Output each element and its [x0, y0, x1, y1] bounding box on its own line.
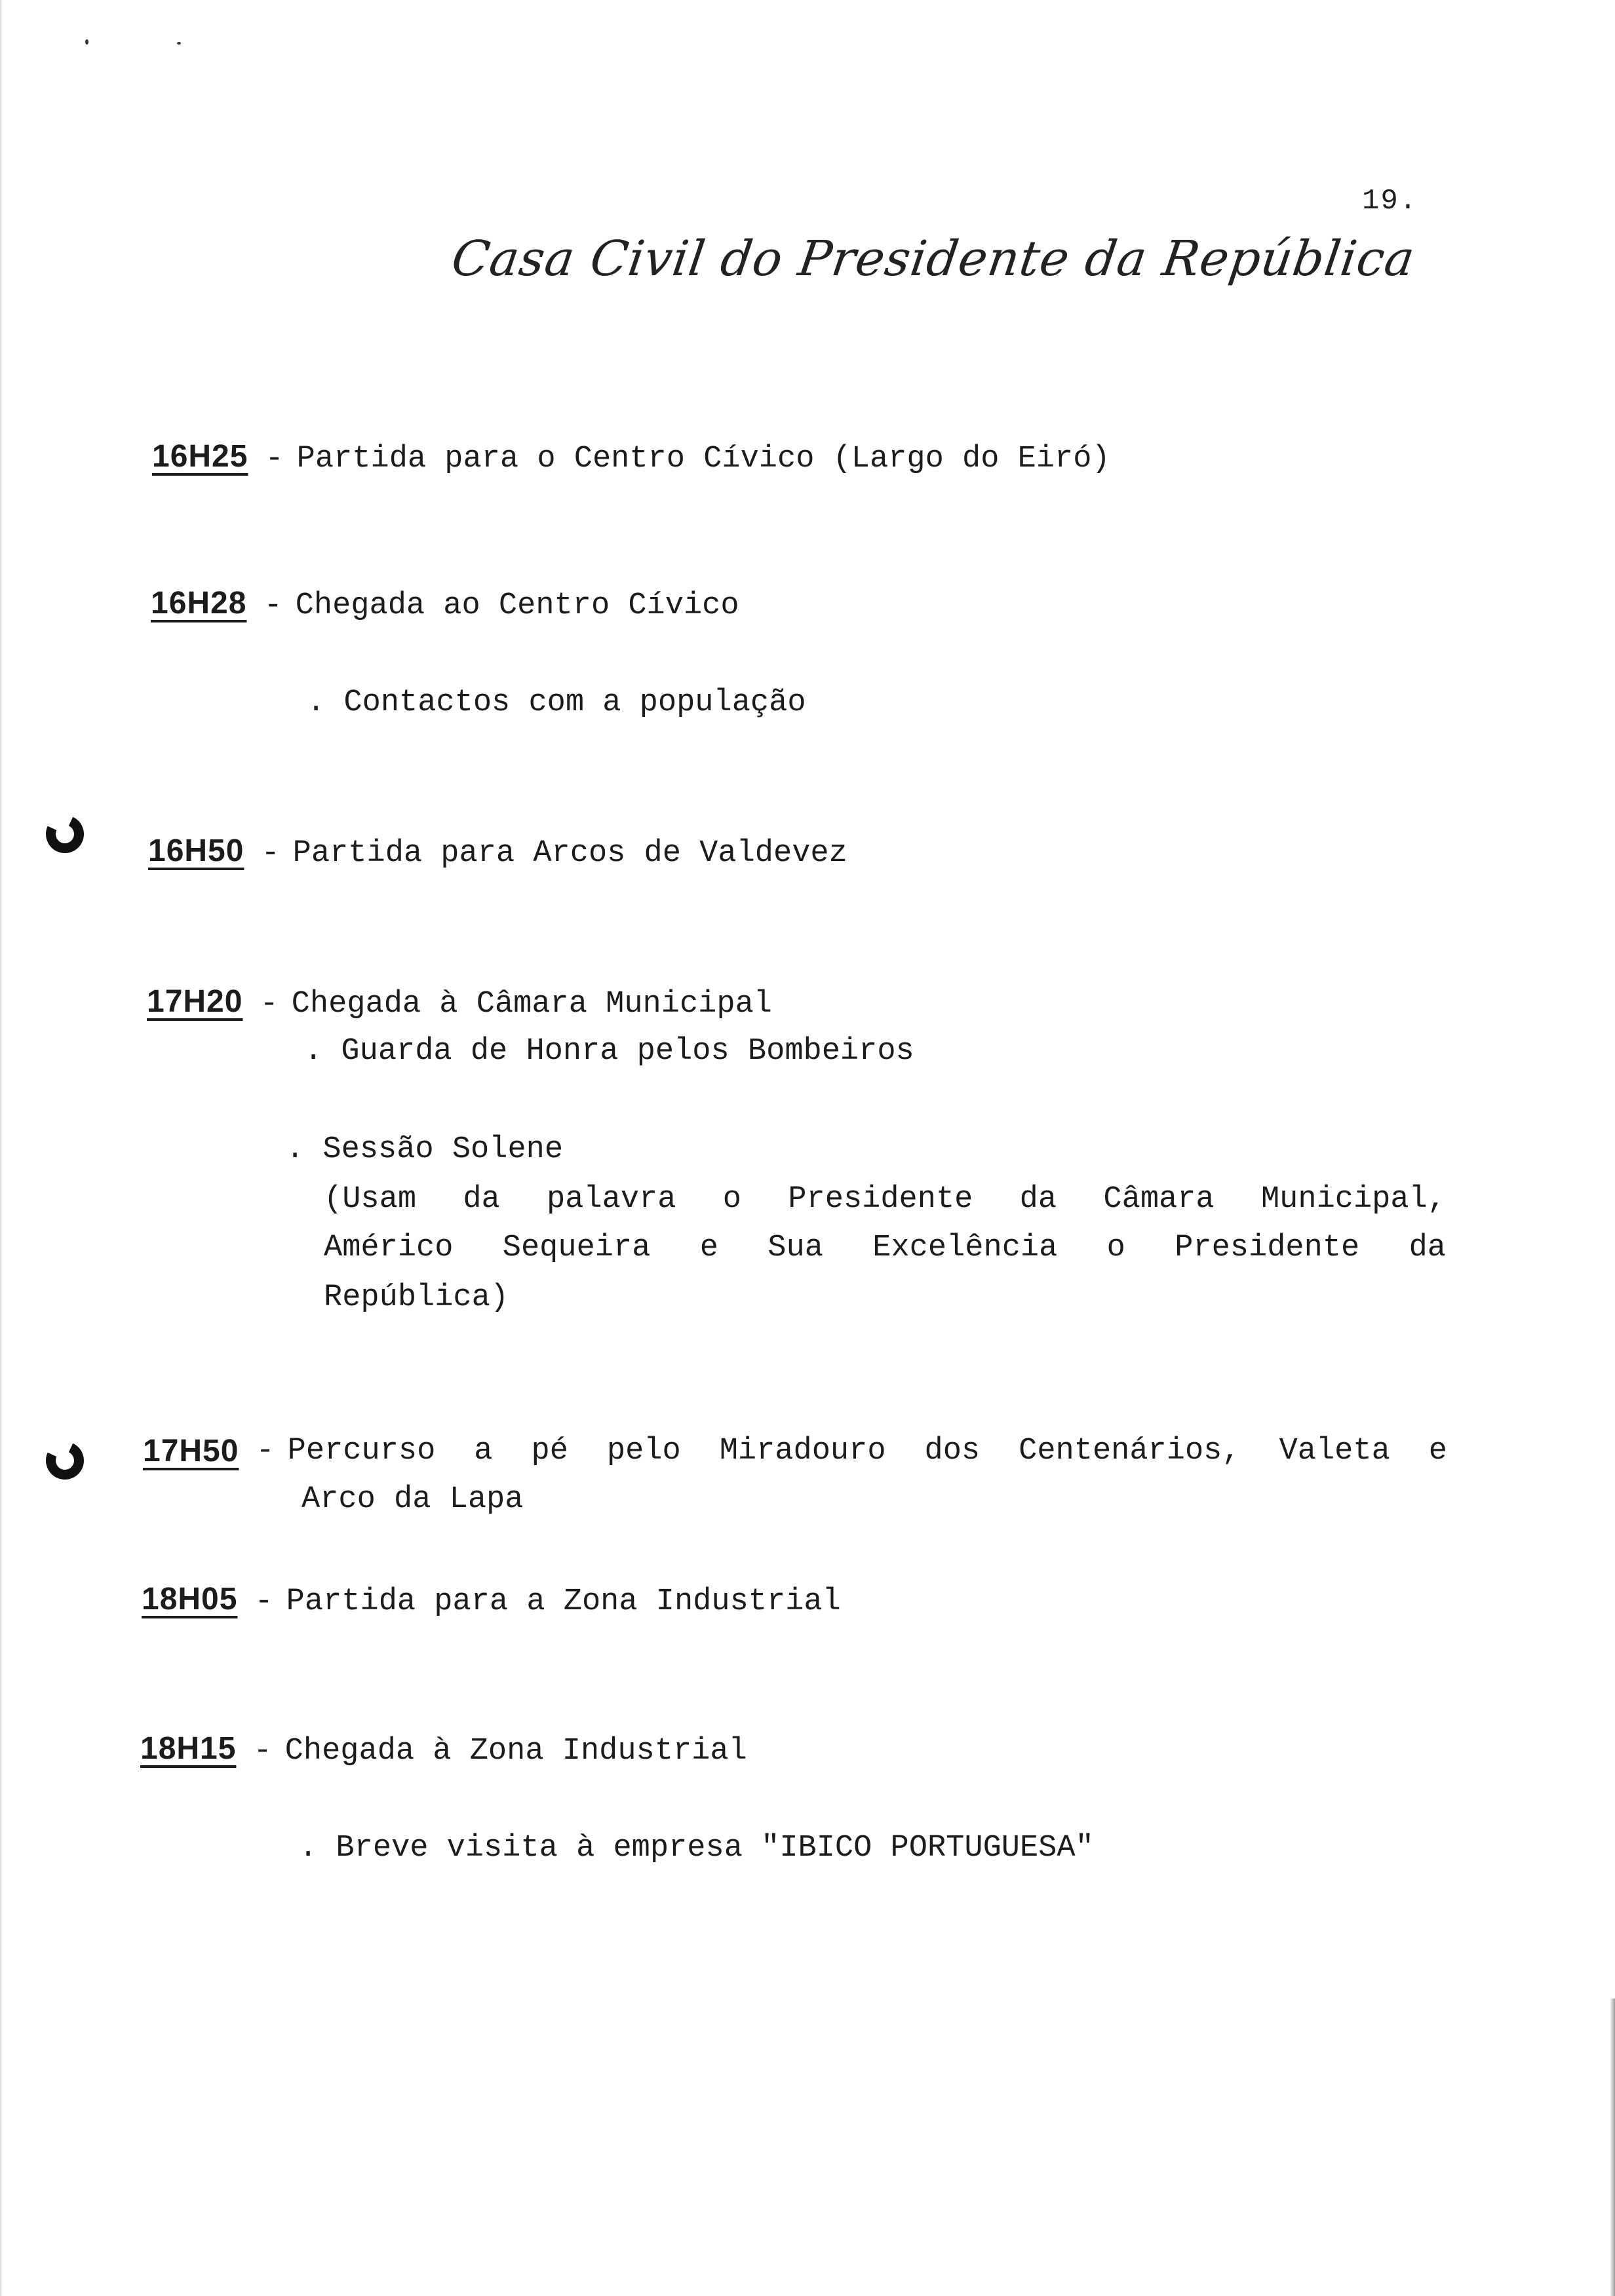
- entry-dash: -: [260, 987, 279, 1022]
- entry-note: . Guarda de Honra pelos Bombeiros: [304, 1034, 914, 1069]
- scan-speck: [85, 39, 88, 45]
- entry-time: 17H50: [143, 1434, 239, 1468]
- entry-text: Chegada à Zona Industrial: [284, 1734, 747, 1769]
- schedule-entry: [143, 1427, 1447, 1476]
- page-edge-right: [1610, 1999, 1615, 2296]
- entry-detail-line: (Usam da palavra o Presidente da Câmara Municipal,: [324, 1182, 1446, 1217]
- entry-time: 17H20: [147, 984, 243, 1019]
- entry-first-line: [143, 1427, 1447, 1476]
- entry-dash: -: [265, 442, 284, 476]
- punch-hole-top: [41, 810, 89, 858]
- entry-note: . Contactos com a população: [307, 685, 806, 720]
- entry-text: Partida para o Centro Cívico (Largo do Eiró): [296, 442, 1110, 476]
- schedule-entry: [142, 1575, 841, 1626]
- entry-note: . Breve visita à empresa "IBICO PORTUGUESA": [299, 1831, 1094, 1866]
- schedule-entry: [152, 432, 1110, 484]
- letterhead: Casa Civil do Presidente da República: [448, 231, 1419, 287]
- entry-dash: -: [253, 1734, 272, 1769]
- entry-detail-line: Américo Sequeira e Sua Excelência o Presidente da: [324, 1231, 1446, 1265]
- entry-time: 16H28: [151, 586, 247, 621]
- entry-time: 16H25: [152, 439, 248, 474]
- scan-speck: [177, 42, 181, 45]
- entry-text: Partida para a Zona Industrial: [286, 1584, 841, 1619]
- page-number: 19.: [1362, 185, 1418, 218]
- entry-detail-line: República): [324, 1280, 509, 1315]
- entry-time: 16H50: [148, 833, 244, 868]
- entry-dash: -: [263, 588, 282, 623]
- entry-text: Percurso a pé pelo Miradouro dos Centenários, Valeta e: [287, 1434, 1447, 1468]
- entry-dash: -: [254, 1584, 273, 1619]
- entry-text: Chegada ao Centro Cívico: [295, 588, 739, 623]
- entry-dash: -: [261, 836, 280, 871]
- entry-time: 18H05: [142, 1582, 238, 1617]
- entry-time: 18H15: [140, 1731, 237, 1766]
- entry-note: . Sessão Solene: [286, 1132, 564, 1167]
- entry-text: Chegada à Câmara Municipal: [291, 987, 772, 1022]
- entry-dash: -: [256, 1434, 275, 1468]
- entry-text-continued: Arco da Lapa: [302, 1482, 524, 1517]
- schedule-entry: [140, 1725, 747, 1776]
- schedule-entry: [147, 978, 772, 1029]
- page-edge-left: [0, 0, 3, 2296]
- schedule-entry: [148, 827, 847, 878]
- entry-text: Partida para Arcos de Valdevez: [292, 836, 847, 871]
- punch-hole-bottom: [41, 1436, 89, 1485]
- schedule-entry: [151, 579, 739, 630]
